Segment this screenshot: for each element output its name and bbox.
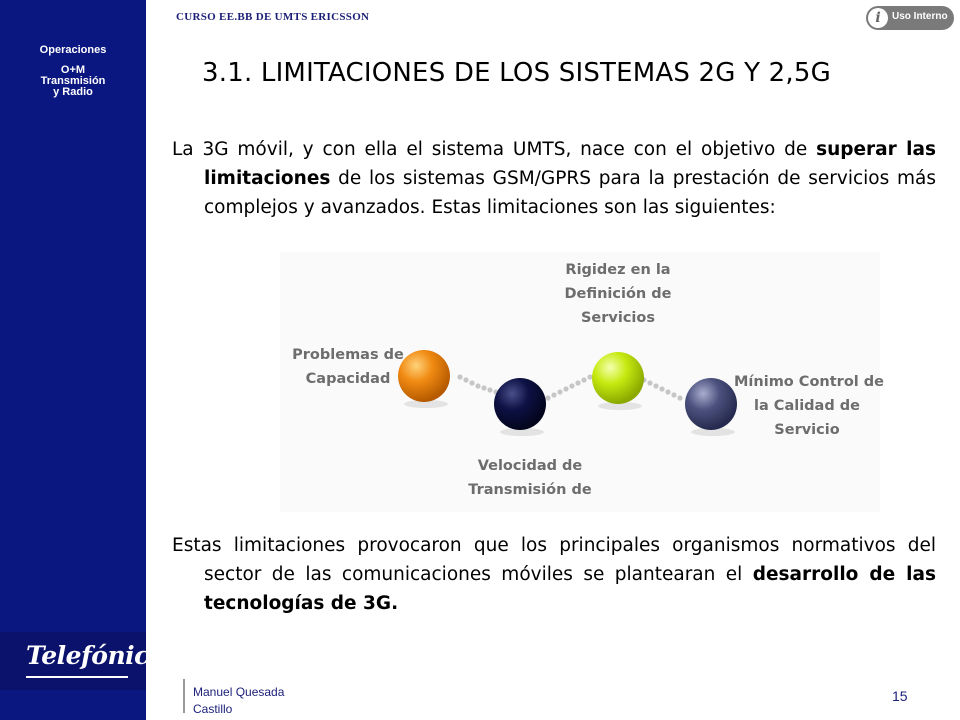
page-number: 15 [892, 688, 908, 704]
intro-bold-text: superar las limitaciones [204, 139, 936, 189]
label-rigidez-line1: Rigidez en la [565, 262, 671, 278]
connector-beads [457, 374, 682, 400]
label-rigidez [550, 258, 686, 330]
conclusion-paragraph [172, 531, 936, 618]
badge-label: Uso Interno [892, 11, 948, 22]
sidebar-title-line2: O+M [60, 64, 86, 76]
author-line1: Manuel Quesada [193, 685, 285, 699]
intro-text-2: de los sistemas GSM/GPRS para la prestación de servicios más complejos y avanzados. Estas limitaciones son las siguientes: [204, 168, 936, 218]
conclusion-text: Estas limitaciones provocaron que los principales organismos normativos del sector de las comunicaciones móviles se plantearan el [172, 535, 936, 585]
limitations-diagram [280, 252, 885, 512]
label-calidad [734, 370, 885, 442]
info-icon: i [868, 8, 888, 28]
label-calidad-line3: Servicio [774, 422, 840, 438]
slide-title: 3.1. LIMITACIONES DE LOS SISTEMAS 2G Y 2,5G [202, 58, 831, 88]
conclusion-bold-text: desarrollo de las tecnologías de 3G. [204, 564, 936, 614]
label-velocidad-line2: Transmisión de [468, 482, 592, 498]
label-rigidez-line3: Servicios [580, 310, 655, 326]
logo-underline [26, 676, 128, 678]
label-rigidez-line2: Definición de [564, 286, 672, 302]
sidebar-title-line3: Transmisión [40, 75, 106, 87]
author-line2: Castillo [193, 702, 233, 716]
node-calidad [685, 378, 737, 430]
course-header: CURSO EE.BB DE UMTS ERICSSON [176, 11, 370, 23]
intro-text-1: La 3G móvil, y con ella el sistema UMTS, nace con el objetivo de [172, 139, 817, 160]
label-calidad-line1: Mínimo Control de [734, 374, 885, 390]
label-capacidad-line1: Problemas de [292, 347, 404, 363]
footer-divider [183, 679, 185, 713]
label-velocidad [460, 454, 600, 502]
label-calidad-line2: la Calidad de [754, 398, 860, 414]
label-capacidad [288, 343, 408, 391]
left-sidebar [0, 0, 146, 720]
node-velocidad [494, 378, 546, 430]
footer-author [193, 684, 284, 718]
intro-paragraph [172, 135, 936, 222]
sidebar-title-line1: Operaciones [39, 44, 107, 56]
sidebar-title-line4: y Radio [53, 86, 93, 98]
label-capacidad-line2: Capacidad [305, 371, 391, 387]
label-velocidad-line1: Velocidad de [477, 458, 583, 474]
telefonica-logo: Telefónica [26, 641, 165, 670]
node-rigidez [592, 352, 644, 404]
